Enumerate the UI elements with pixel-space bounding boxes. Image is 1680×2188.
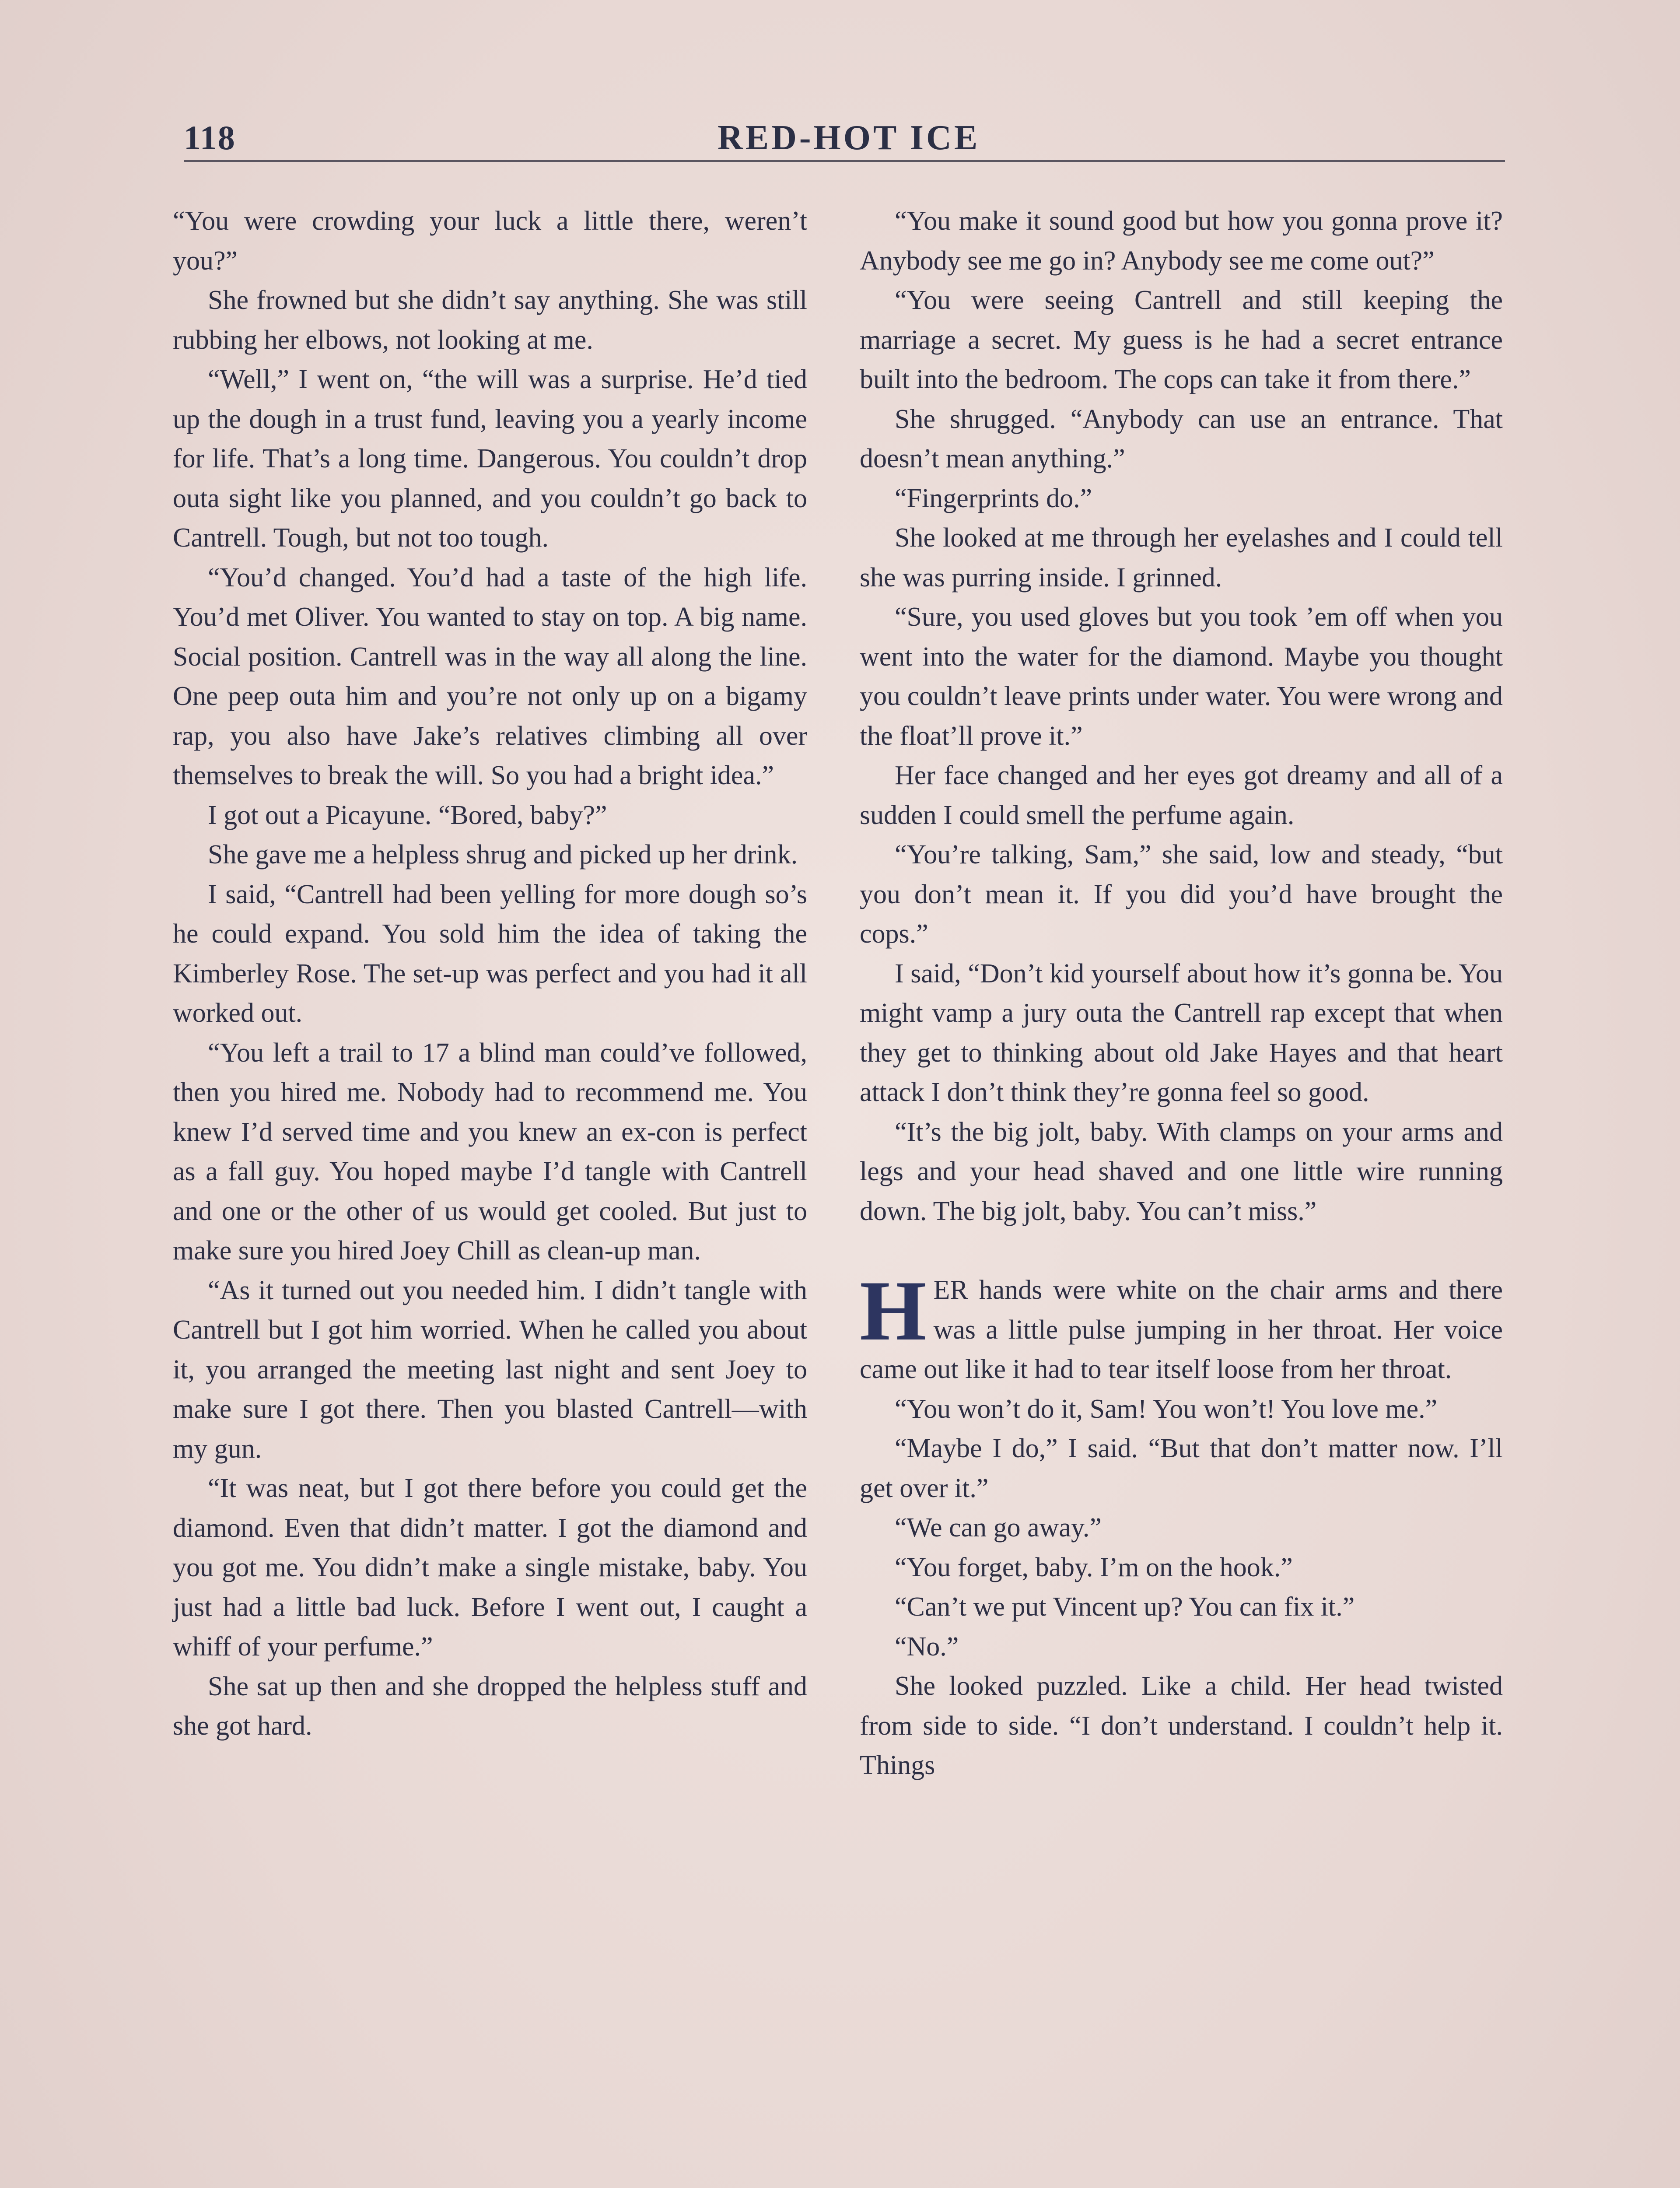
paragraph: “You’d changed. You’d had a taste of the high life. You’d met Oliver. You wanted to stay on top. A big name. Social position. Cantrell was in the way all along the line. One peep outa him and you’re not only up on a bigamy rap, you also have Jake’s relatives climbing all over themselves to break the will. So you had a bright idea.” (173, 562, 807, 790)
dropcap-paragraph-text: ER hands were white on the chair arms and there was a little pulse jumping in her throat. Her voice came out like it had to tear itself loose from her throat. (860, 1275, 1503, 1384)
running-title: RED-HOT ICE (718, 119, 980, 157)
paragraph: “You left a trail to 17 a blind man could’ve followed, then you hired me. Nobody had to recommend me. You knew I’d served time and you knew an ex-con is perfect as a fall guy. You hoped maybe I’d tangle with Cantrell and one or the other of us would get cooled. But just to make sure you hired Joey Chill as clean-up man. (173, 1038, 807, 1266)
right-column (860, 201, 1503, 1785)
header-rule (184, 160, 1505, 162)
paragraph: “Can’t we put Vincent up? You can fix it.” (895, 1592, 1355, 1622)
paragraph: She shrugged. “Anybody can use an entrance. That doesn’t mean anything.” (860, 404, 1503, 473)
paragraph: “It was neat, but I got there before you could get the diamond. Even that didn’t matter. I got the diamond and you got me. You didn’t make a single mistake, baby. You just had a little bad luck. Before I went out, I caught a whiff of your perfume.” (173, 1473, 807, 1662)
paragraph: “No.” (895, 1631, 959, 1662)
section-break (860, 1231, 1503, 1270)
dropcap-paragraph (860, 1263, 1503, 1389)
paragraph: She gave me a helpless shrug and picked up her drink. (208, 840, 798, 870)
paragraph: “You forget, baby. I’m on the hook.” (895, 1552, 1293, 1582)
paragraph: “You’re talking, Sam,” she said, low and steady, “but you don’t mean it. If you did you’d have brought the cops.” (860, 840, 1503, 949)
paragraph: “It’s the big jolt, baby. With clamps on your arms and legs and your head shaved and one little wire running down. The big jolt, baby. You can’t miss.” (860, 1117, 1503, 1226)
paragraph: I said, “Cantrell had been yelling for more dough so’s he could expand. You sold him the idea of taking the Kimberley Rose. The set-up was perfect and you had it all worked out. (173, 879, 807, 1028)
paragraph: “You make it sound good but how you gonna prove it? Anybody see me go in? Anybody see me come out?” (860, 206, 1503, 276)
drop-cap-initial: H (860, 1263, 927, 1358)
page-header (184, 118, 1505, 166)
paragraph: “Well,” I went on, “the will was a surprise. He’d tied up the dough in a trust fund, leaving you a yearly income for life. That’s a long time. Dangerous. You couldn’t drop outa sight like you planned, and you couldn’t go back to Cantrell. Tough, but not too tough. (173, 365, 807, 553)
paragraph: She looked puzzled. Like a child. Her head twisted from side to side. “I don’t understand. I couldn’t help it. Things (860, 1671, 1503, 1780)
paragraph: She looked at me through her eyelashes and I could tell she was purring inside. I grinned. (860, 523, 1503, 593)
paragraph: “As it turned out you needed him. I didn’t tangle with Cantrell but I got him worried. When he called you about it, you arranged the meeting last night and sent Joey to make sure I got there. Then you blasted Cantrell—with my gun. (173, 1275, 807, 1464)
paragraph: “You were crowding your luck a little there, weren’t you?” (173, 206, 807, 276)
paragraph: I said, “Don’t kid yourself about how it’s gonna be. You might vamp a jury outa the Cantrell rap except that when they get to thinking about old Jake Hayes and that heart attack I don’t think they’re gonna feel so good. (860, 958, 1503, 1107)
paragraph: “We can go away.” (895, 1513, 1102, 1543)
paragraph: I got out a Picayune. “Bored, baby?” (208, 800, 607, 830)
page-number: 118 (184, 119, 236, 157)
paragraph: “You were seeing Cantrell and still keeping the marriage a secret. My guess is he had a secret entrance built into the bedroom. The cops can take it from there.” (860, 285, 1503, 394)
left-column (173, 201, 807, 1746)
paragraph: “Maybe I do,” I said. “But that don’t matter now. I’ll get over it.” (860, 1434, 1503, 1503)
paragraph: “Fingerprints do.” (895, 483, 1092, 513)
paragraph: She frowned but she didn’t say anything. She was still rubbing her elbows, not looking at me. (173, 285, 807, 355)
paragraph: “You won’t do it, Sam! You won’t! You love me.” (895, 1394, 1438, 1424)
paragraph: Her face changed and her eyes got dreamy and all of a sudden I could smell the perfume again. (860, 761, 1503, 830)
paragraph: “Sure, you used gloves but you took ’em off when you went into the water for the diamond. Maybe you thought you couldn’t leave prints under water. You were wrong and the float’ll prove it.” (860, 602, 1503, 751)
paragraph: She sat up then and she dropped the helpless stuff and she got hard. (173, 1671, 807, 1741)
